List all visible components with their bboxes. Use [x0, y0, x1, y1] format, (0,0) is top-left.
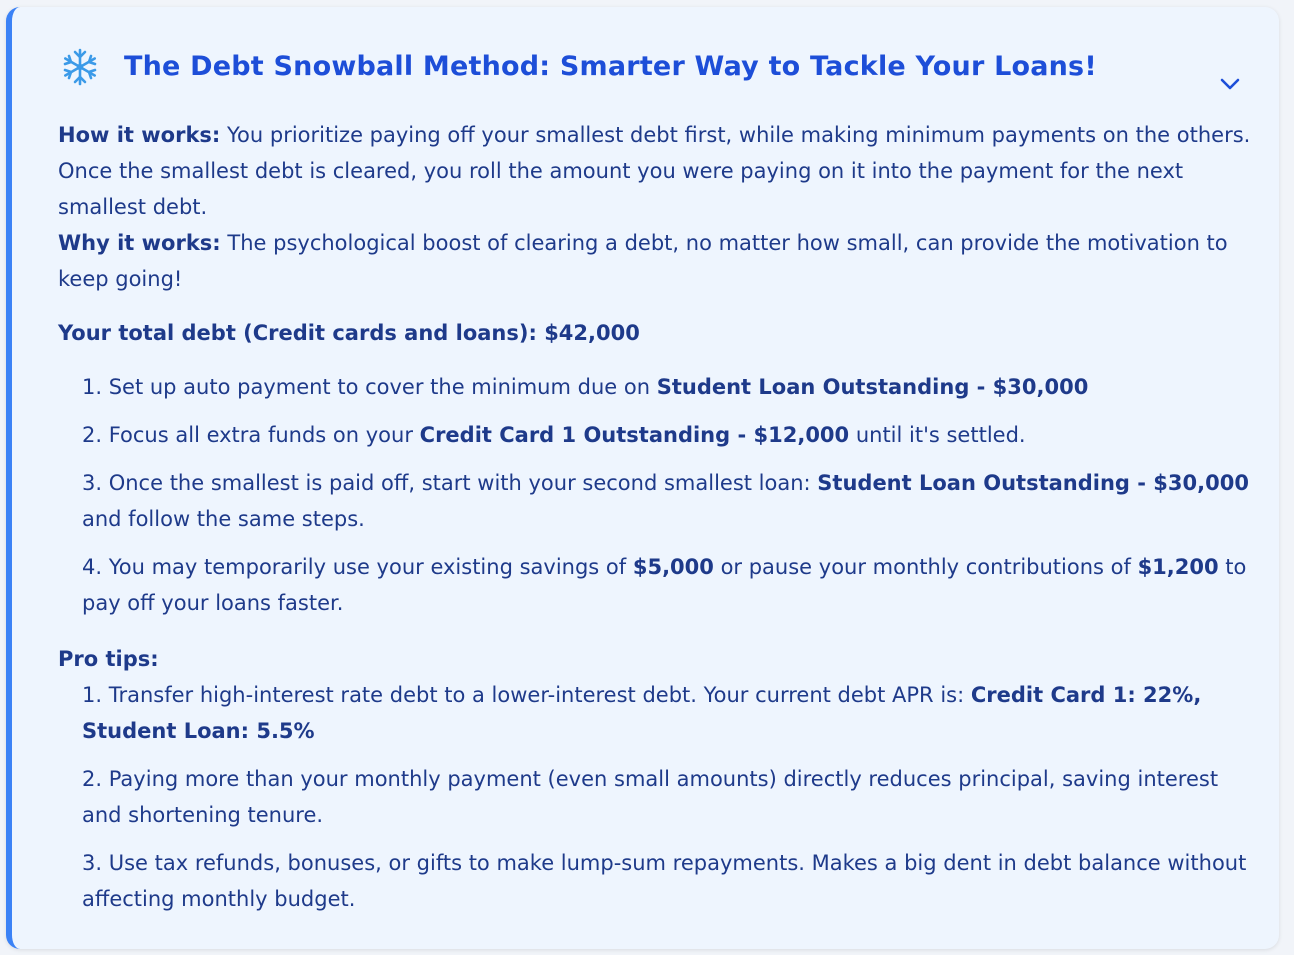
pro-tips-title: Pro tips: [58, 647, 159, 671]
pro-tips-list [58, 677, 1258, 917]
how-it-works [58, 117, 1258, 225]
step-text: and follow the same steps. [82, 507, 365, 531]
tip-text: 3. Use tax refunds, bonuses, or gifts to make lump-sum repayments. Makes a big dent in debt balance without affecting monthly budget. [82, 851, 1247, 911]
tip-item [82, 677, 1258, 749]
step-item [82, 465, 1258, 537]
snowflake-icon [60, 47, 100, 87]
step-highlight: Student Loan Outstanding - $30,000 [817, 471, 1249, 495]
step-text: until it's settled. [849, 423, 1026, 447]
step-text: 4. You may temporarily use your existing savings of [82, 555, 633, 579]
tip-item [82, 845, 1258, 917]
card-header[interactable] [12, 7, 1279, 117]
step-text: 3. Once the smallest is paid off, start with your second smallest loan: [82, 471, 818, 495]
card-body [58, 117, 1258, 929]
tip-text: 2. Paying more than your monthly payment (even small amounts) directly reduces principal, saving interest and shortening tenure. [82, 767, 1219, 827]
step-text: 1. Set up auto payment to cover the minimum due on [82, 375, 657, 399]
how-label: How it works: [58, 123, 221, 147]
steps-list [58, 369, 1258, 621]
tip-text: 1. Transfer high-interest rate debt to a lower-interest debt. Your current debt APR is: [82, 683, 971, 707]
step-highlight: $5,000 [632, 555, 714, 579]
how-text: You prioritize paying off your smallest debt first, while making minimum payments on the others. Once the smallest debt is cleared, you roll the amount you were paying on it into the payment for the next smallest debt. [58, 123, 1251, 219]
debt-snowball-card [6, 7, 1279, 949]
step-item [82, 549, 1258, 621]
why-it-works [58, 225, 1258, 297]
step-text: to pay off your loans faster. [82, 555, 1247, 615]
step-highlight: Student Loan Outstanding - $30,000 [656, 375, 1089, 399]
step-highlight: $1,200 [1137, 555, 1219, 579]
tip-item [82, 761, 1258, 833]
card-title: The Debt Snowball Method: Smarter Way to Tackle Your Loans! [124, 51, 1097, 82]
tip-highlight: Credit Card 1: 22%, Student Loan: 5.5% [82, 683, 1202, 743]
step-text: 2. Focus all extra funds on your [82, 423, 420, 447]
total-debt: Your total debt (Credit cards and loans): $42,000 [58, 321, 640, 345]
step-highlight: Credit Card 1 Outstanding - $12,000 [419, 423, 850, 447]
step-text: or pause your monthly contributions of [713, 555, 1138, 579]
chevron-down-icon[interactable] [1216, 70, 1244, 98]
step-item [82, 369, 1258, 405]
why-label: Why it works: [58, 231, 221, 255]
why-text: The psychological boost of clearing a debt, no matter how small, can provide the motivation to keep going! [58, 231, 1228, 291]
step-item [82, 417, 1258, 453]
